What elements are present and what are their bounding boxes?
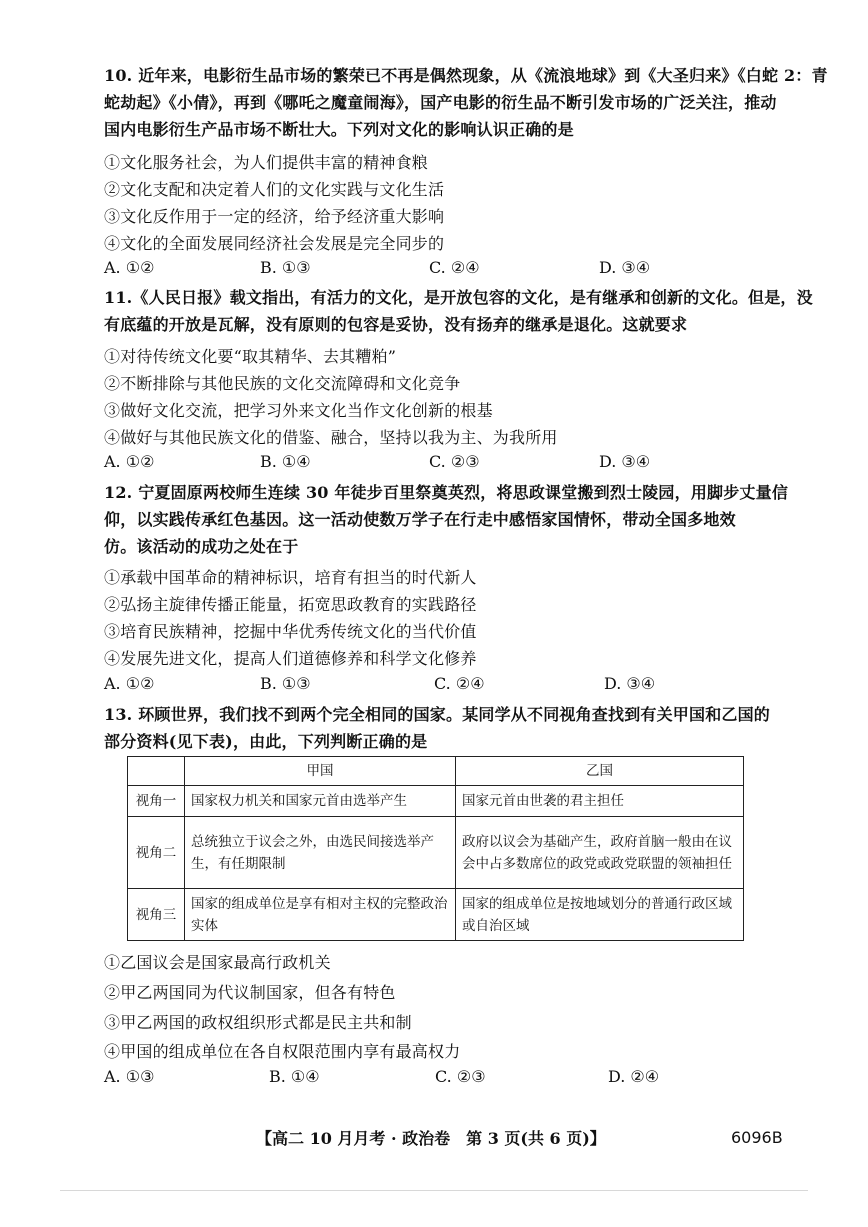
q11-option-c[interactable]: C. ②③: [429, 452, 480, 471]
q13-option-a[interactable]: A. ①③: [104, 1067, 155, 1086]
q12-options: [104, 674, 744, 696]
q13-choice-3: ③甲乙两国的政权组织形式都是民主共和制: [104, 1013, 412, 1032]
q11-choice-3: ③做好文化交流，把学习外来文化当作文化创新的根基: [104, 401, 493, 420]
q12-option-d[interactable]: D. ③④: [604, 674, 656, 693]
q10-line-3: 国内电影衍生产品市场不断壮大。下列对文化的影响认识正确的是: [104, 120, 574, 139]
q11-choice-2: ②不断排除与其他民族的文化交流障碍和文化竞争: [104, 374, 461, 393]
q10-line-2: 蛇劫起》《小倩》，再到《哪吒之魔童闹海》，国产电影的衍生品不断引发市场的广泛关注，推动: [104, 93, 777, 112]
cell-jia: 国家的组成单位是享有相对主权的完整政治实体: [185, 889, 456, 941]
q10-option-c[interactable]: C. ②④: [429, 258, 480, 277]
q11-option-b[interactable]: B. ①④: [260, 452, 311, 471]
q12-choice-4: ④发展先进文化，提高人们道德修养和科学文化修养: [104, 649, 477, 668]
cell-jia: 总统独立于议会之外，由选民间接选举产生，有任期限制: [185, 817, 456, 889]
table-header-jia: 甲国: [185, 757, 456, 786]
q11-choice-4: ④做好与其他民族文化的借鉴、融合，坚持以我为主、为我所用: [104, 428, 558, 447]
table-header-yi: 乙国: [456, 757, 744, 786]
table-row: [128, 889, 744, 941]
q13-option-d[interactable]: D. ②④: [608, 1067, 660, 1086]
q10-line-1: 10. 近年来，电影衍生品市场的繁荣已不再是偶然现象，从《流浪地球》到《大圣归来》《白蛇 2：青: [104, 66, 828, 85]
q11-line-1: 11.《人民日报》载文指出，有活力的文化，是开放包容的文化，是有继承和创新的文化。但是，没: [104, 288, 813, 307]
cell-yi: 国家的组成单位是按地域划分的普通行政区域或自治区域: [456, 889, 744, 941]
q10-options: [104, 258, 744, 280]
q12-choice-1: ①承载中国革命的精神标识，培育有担当的时代新人: [104, 568, 477, 587]
q12-line-2: 仰，以实践传承红色基因。这一活动使数万学子在行走中感悟家国情怀，带动全国多地效: [104, 510, 736, 529]
row-label: 视角一: [128, 786, 185, 817]
q13-choice-2: ②甲乙两国同为代议制国家，但各有特色: [104, 983, 396, 1002]
bottom-divider: [60, 1190, 808, 1191]
comparison-table: [127, 756, 744, 941]
q10-choice-1: ①文化服务社会，为人们提供丰富的精神食粮: [104, 153, 429, 172]
cell-jia: 国家权力机关和国家元首由选举产生: [185, 786, 456, 817]
q12-choice-2: ②弘扬主旋律传播正能量，拓宽思政教育的实践路径: [104, 595, 477, 614]
row-label: 视角二: [128, 817, 185, 889]
q10-option-d[interactable]: D. ③④: [599, 258, 651, 277]
q11-line-2: 有底蕴的开放是瓦解，没有原则的包容是妥协，没有扬弃的继承是退化。这就要求: [104, 315, 688, 334]
page-footer: 【高二 10 月月考 · 政治卷 第 3 页(共 6 页)】: [256, 1129, 606, 1148]
q11-options: [104, 452, 744, 474]
q11-option-d[interactable]: D. ③④: [599, 452, 651, 471]
q13-option-c[interactable]: C. ②③: [435, 1067, 486, 1086]
q13-line-1: 13. 环顾世界，我们找不到两个完全相同的国家。某同学从不同视角查找到有关甲国和乙国的: [104, 705, 771, 724]
table-header-corner: [128, 757, 185, 786]
paper-code: 6096B: [731, 1128, 783, 1147]
q10-option-b[interactable]: B. ①③: [260, 258, 311, 277]
q13-choice-4: ④甲国的组成单位在各自权限范围内享有最高权力: [104, 1042, 461, 1061]
q13-option-b[interactable]: B. ①④: [269, 1067, 320, 1086]
q11-option-a[interactable]: A. ①②: [104, 452, 155, 471]
q12-line-3: 仿。该活动的成功之处在于: [104, 537, 299, 556]
table-row: [128, 786, 744, 817]
q12-choice-3: ③培育民族精神，挖掘中华优秀传统文化的当代价值: [104, 622, 477, 641]
q13-options: [104, 1067, 744, 1089]
q10-option-a[interactable]: A. ①②: [104, 258, 155, 277]
q12-line-1: 12. 宁夏固原两校师生连续 30 年徒步百里祭奠英烈，将思政课堂搬到烈士陵园，用脚步丈量信: [104, 483, 789, 502]
q10-choice-3: ③文化反作用于一定的经济，给予经济重大影响: [104, 207, 445, 226]
cell-yi: 政府以议会为基础产生，政府首脑一般由在议会中占多数席位的政党或政党联盟的领袖担任: [456, 817, 744, 889]
q13-choice-1: ①乙国议会是国家最高行政机关: [104, 953, 331, 972]
q12-option-a[interactable]: A. ①②: [104, 674, 155, 693]
q12-option-c[interactable]: C. ②④: [434, 674, 485, 693]
q11-choice-1: ①对待传统文化要“取其精华、去其糟粕”: [104, 347, 397, 366]
table-header-row: [128, 757, 744, 786]
cell-yi: 国家元首由世袭的君主担任: [456, 786, 744, 817]
q12-option-b[interactable]: B. ①③: [260, 674, 311, 693]
q10-choice-4: ④文化的全面发展同经济社会发展是完全同步的: [104, 234, 445, 253]
table-row: [128, 817, 744, 889]
q13-line-2: 部分资料(见下表)，由此，下列判断正确的是: [104, 732, 428, 751]
row-label: 视角三: [128, 889, 185, 941]
q10-choice-2: ②文化支配和决定着人们的文化实践与文化生活: [104, 180, 445, 199]
